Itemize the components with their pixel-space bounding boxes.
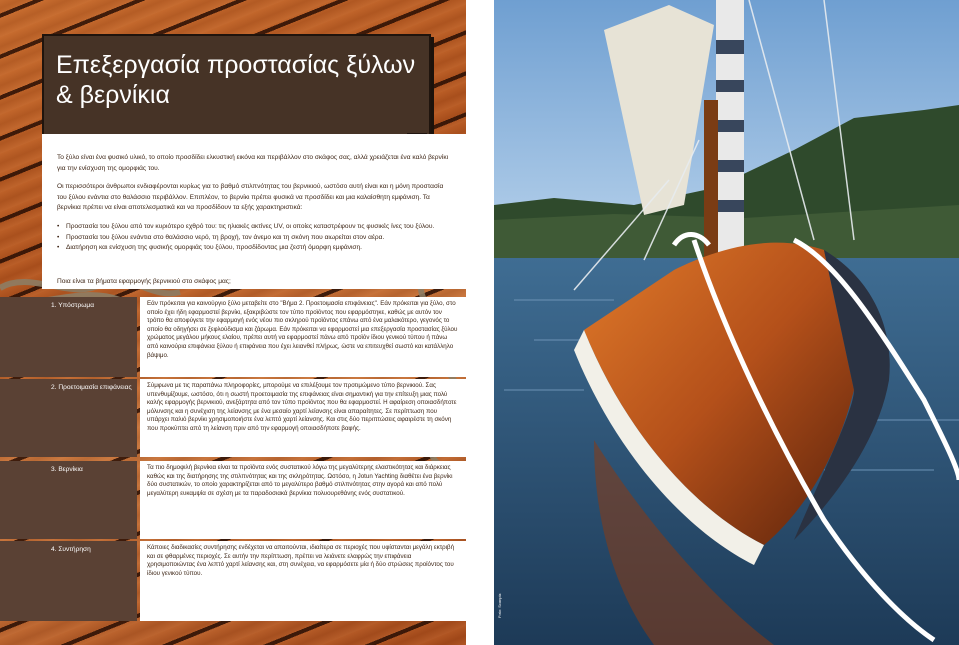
title-box: [42, 34, 431, 138]
list-item: • Προστασία του ξύλου ενάντια στο θαλάσσιο νερό, τη βροχή, τον άνεμο και τη σκόνη που αιωρείται στον αέρα.: [57, 233, 452, 244]
step-label: 1. Υπόστρωμα: [0, 297, 137, 377]
step-label: 3. Βερνίκια: [0, 461, 137, 539]
intro-panel: [42, 134, 466, 289]
sailboat-image: [494, 0, 959, 645]
step-text: Σύμφωνα με τις παραπάνω πληροφορίες, μπορούμε να επιλέξουμε τον προτιμώμενο τύπο βερνικιού. Σας υπενθυμίζουμε, ωστόσο, ότι η σωστή προετοιμασία της επιφάνειας είναι σημαντική για την επίτευξη μιας πολύ καλής εφαρμογής βερνικιού, ανεξάρτητα από τον τύπο προϊόντος που θα εφαρμοστεί. Η αφαίρεση οποιασδήποτε μόλυνσης και η συνέχιση της λείανσης με ένα μεσαίο χαρτί λείανσης είναι απαραίτητες. Σε περίπτωση που υπάρχει παλιό βερνίκι χρησιμοποιήστε ένα λεπτό χαρτί λείανσης. Και στις δύο περιπτώσεις αφαιρέστε τη σκόνη που προκύπτει από τη λείανση πριν από την εφαρμογή οποιασδήποτε βαφής.: [140, 379, 466, 457]
intro-paragraph: Το ξύλο είναι ένα φυσικό υλικό, το οποίο προσδίδει ελκυστική εικόνα και περιβάλλον στο σκάφος σας, αλλά χρειάζεται ένα καλό βερνίκι για την ενίσχυση της ομορφιάς του.: [57, 154, 449, 172]
steps-question: Ποια είναι τα βήματα εφαρμογής βερνικιού στο σκάφος μας;: [57, 278, 231, 285]
body-paragraph: Οι περισσότεροι άνθρωποι ενδιαφέρονται κυρίως για το βαθμό στιλπνότητας του βερνικιού, ωστόσο αυτή είναι και η μόνη προστασία του ξύλου ενάντια στο θαλάσσιο περιβάλλον. Επιπλέον, το βερνίκι πρέπει φυσικά να προσδίδει και μια καλαίσθητη εμφάνιση. Τα βερνίκια πρέπει να είναι αποτελεσματικά και να προσδίδουν τα εξής χαρακτηριστικά:: [57, 183, 444, 211]
step-text: Τα πιο δημοφιλή βερνίκια είναι τα προϊόντα ενός συστατικού λόγω της μεγαλύτερης ελαστικότητας και διάρκειας καθώς και της διατήρησης της στιλπνότητας και της σκληρότητας. Ωστόσο, η Jotun Yachting διαθέτει ένα βερνίκι δύο συστατικών, το οποίο χαρακτηρίζεται από το μεγαλύτερο βαθμό στιλπνότητας στην αγορά και από πολύ μεγαλύτερη ευκαμψία σε σχέση με τα παραδοσιακά βερνίκια πολυουρεθάνης ενός συστατικού.: [140, 461, 466, 539]
step-text: Κάποιες διαδικασίες συντήρησης ενδέχεται να απαιτούνται, ιδιαίτερα σε περιοχές που υφίστανται μεγάλη εκτριβή και σε φθαρμένες περιοχές. Σε αυτήν την περίπτωση, πρέπει να λειάνετε ελαφρώς την επιφάνεια χρησιμοποιώντας ένα λεπτό χαρτί λείανσης και, στη συνέχεια, να εφαρμόσετε μία ή δύο στρώσεις προϊόντος του ίδιου γενικού τύπου.: [140, 541, 466, 621]
steps-table: [0, 293, 466, 623]
page-title: Επεξεργασία προστασίας ξύλων & βερνίκια: [56, 51, 416, 109]
left-page: [0, 0, 466, 645]
step-label: 2. Προετοιμασία επιφάνειας: [0, 379, 137, 457]
list-item: • Προστασία του ξύλου από τον κυριότερο εχθρό του: τις ηλιακές ακτίνες UV, οι οποίες καταστρέφουν τις φυσικές ίνες του ξύλου.: [57, 222, 452, 233]
list-item: • Διατήρηση και ενίσχυση της φυσικής ομορφιάς του ξύλου, προσδίδοντας μια ζεστή όμορφη εμφάνιση.: [57, 243, 452, 254]
photo-credit: Foto: Scanpix: [497, 593, 502, 618]
step-text: Εάν πρόκειται για καινούργιο ξύλο μεταβείτε στο "Βήμα 2. Προετοιμασία επιφάνειας". Εάν πρόκειται για ξύλο, στο οποίο έχει ήδη εφαρμοστεί βερνίκι, εξακριβώστε τον τύπο προϊόντος που εφαρμόστηκε, καθώς με αυτόν τον τρόπο θα αποφύγετε την εφαρμογή ενός νέου πιο σκληρού προϊόντος επάνω από ένα μαλακότερο, γεγονός το οποίο θα οδηγήσει σε ξεφλούδισμα και ζάρωμα. Εάν πρόκειται να εφαρμοστεί μια επεξεργασία προστασίας ξύλου χρώματος μεγάλου μήκους ελαίου, πρέπει αυτή να εφαρμοστεί πάνω από προϊόν ίδιου γενικού τύπου ή πάνω από καινούρια επιφάνεια ξύλου ή επιφάνεια που έχει λειανθεί πλήρως, ώστε να επιτευχθεί σωστό και κατάλληλο βάψιμο.: [140, 297, 466, 377]
sailboat-photo: [494, 0, 959, 645]
features-list: [57, 222, 452, 254]
step-label: 4. Συντήρηση: [0, 541, 137, 621]
